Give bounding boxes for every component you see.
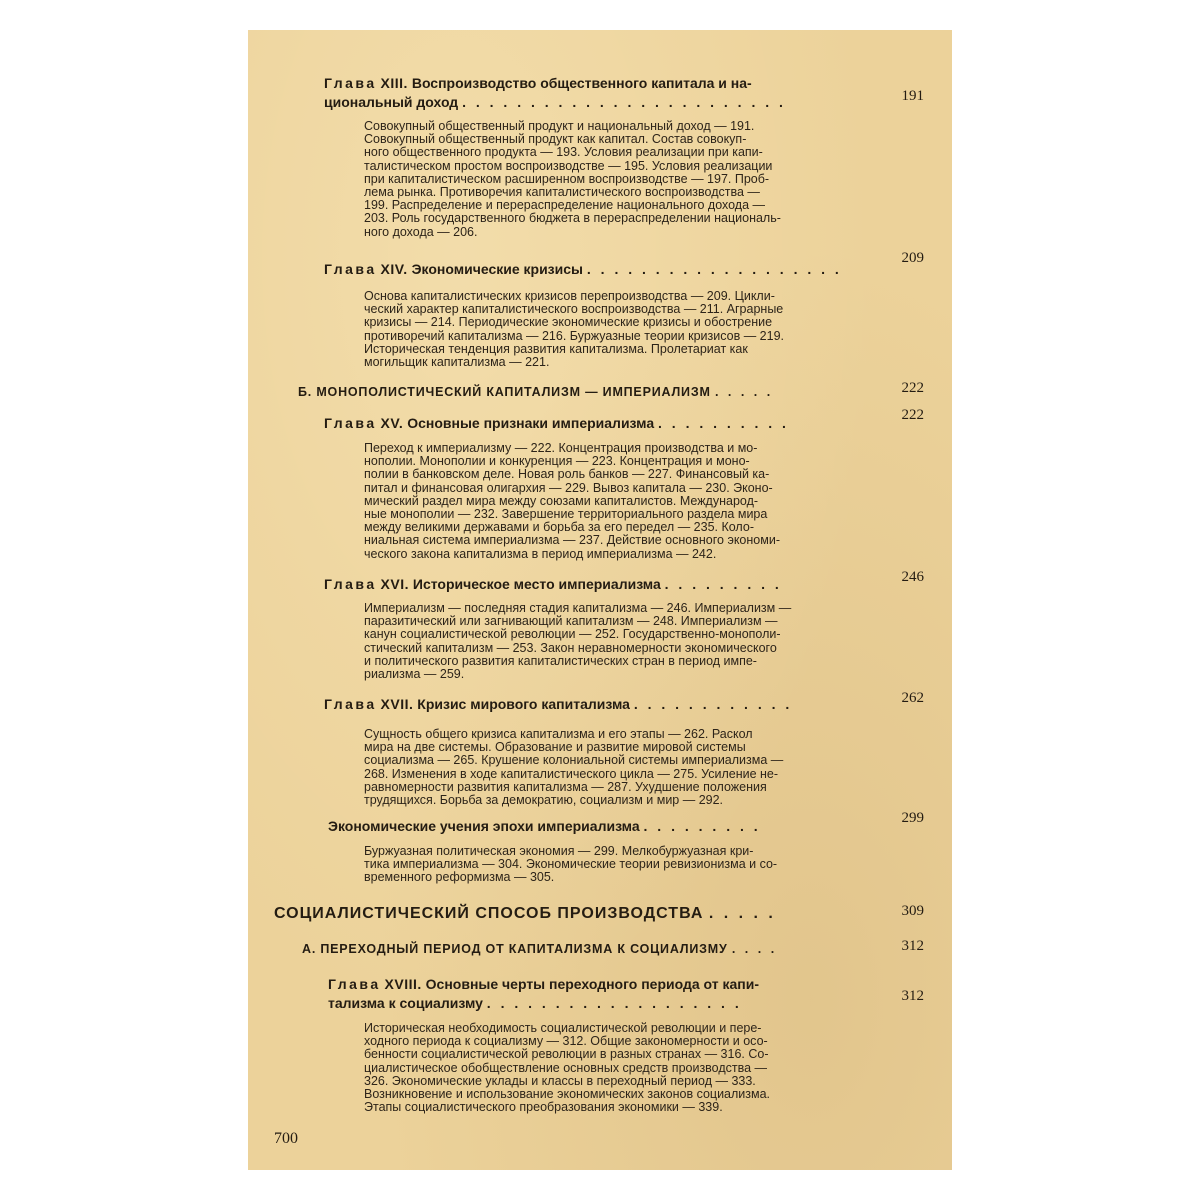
summary-line: Историческая необходимость социалистической революции и пере- <box>364 1021 762 1035</box>
summary-line: ходного периода к социализму — 312. Общие закономерности и осо- <box>364 1034 768 1049</box>
summary-line: социализма — 265. Крушение колониальной системы империализма — <box>364 753 784 768</box>
chapter-title-line-1: Основные черты переходного периода от капи- <box>425 976 759 992</box>
chapter-heading <box>324 575 924 594</box>
page-number: 222 <box>901 407 924 423</box>
chapter-title-line-1: Воспроизводство общественного капитала и на- <box>411 75 752 91</box>
summary-line: лема рынка. Противоречия капиталистического воспроизводства — <box>364 185 760 200</box>
chapter-prefix: Глава <box>328 976 381 992</box>
summary-line: кризисы — 214. Периодические экономические кризисы и обострение <box>364 315 773 330</box>
page-number: 246 <box>901 569 924 585</box>
summary-line: полии в банковском деле. Новая роль банков — 227. Финансовый ка- <box>364 467 770 482</box>
summary-line: стический капитализм — 253. Закон неравномерности экономического <box>364 640 777 655</box>
summary-line: нополии. Монополии и конкуренция — 223. Концентрация и моно- <box>364 454 750 469</box>
chapter-summary <box>364 1022 770 1114</box>
chapter-prefix: Глава <box>324 75 377 91</box>
summary-line: ные монополии — 232. Завершение территориального раздела мира <box>364 507 768 522</box>
chapter-title: Экономические кризисы <box>411 261 583 277</box>
leader-dots: . . . . . . . . . . . . . . . . . . . <box>586 261 842 277</box>
summary-line: противоречий капитализма — 216. Буржуазные теории кризисов — 219. <box>364 328 784 343</box>
summary-line: канун социалистической революции — 252. Государственно-монополи- <box>364 627 781 642</box>
summary-line: и политического развития капиталистических стран в период импе- <box>364 653 757 668</box>
summary-line: циалистическое обобществление основных средств производства — <box>364 1060 768 1075</box>
chapter-title-line-2: циональный доход <box>324 94 459 110</box>
chapter-summary <box>364 845 777 885</box>
summary-line: Сущность общего кризиса капитализма и его этапы — 262. Раскол <box>364 727 753 741</box>
section-title: А. ПЕРЕХОДНЫЙ ПЕРИОД ОТ КАПИТАЛИЗМА К СОЦИАЛИЗМУ <box>302 942 728 956</box>
summary-line: ного общественного продукта — 193. Условия реализации при капи- <box>364 145 763 160</box>
summary-line: между великими державами и борьба за его передел — 235. Коло- <box>364 520 754 535</box>
leader-dots: . . . . . . . . . . . . . . . . . . . <box>486 995 742 1011</box>
summary-line: паразитический или загнивающий капитализм — 248. Империализм — <box>364 614 778 629</box>
chapter-heading <box>328 975 928 994</box>
summary-line: Возникновение и использование экономических законов социализма. <box>364 1087 771 1102</box>
chapter-numeral: XV. <box>380 415 404 431</box>
chapter-summary <box>364 442 780 561</box>
page-number: 191 <box>901 88 924 104</box>
chapter-prefix: Глава <box>324 576 377 592</box>
summary-line: тика империализма — 304. Экономические теории ревизионизма и со- <box>364 857 778 872</box>
page-number: 209 <box>901 250 924 266</box>
chapter-prefix: Глава <box>324 415 377 431</box>
toc-section-a <box>302 942 777 956</box>
toc-entry-chapter-17 <box>324 695 924 714</box>
folio-page-number: 700 <box>274 1130 298 1147</box>
chapter-title: Основные признаки империализма <box>407 415 655 431</box>
summary-line: Переход к империализму — 222. Концентрация производства и мо- <box>364 441 758 455</box>
page-number: 312 <box>901 988 924 1004</box>
chapter-numeral: XVIII. <box>384 976 422 992</box>
summary-line: Буржуазная политическая экономия — 299. Мелкобуржуазная кри- <box>364 844 754 858</box>
toc-entry-chapter-13 <box>324 74 924 112</box>
chapter-numeral: XVI. <box>380 576 409 592</box>
summary-line: ниальная система империализма — 237. Действие основного экономи- <box>364 533 780 548</box>
leader-dots: . . . . . . . . . <box>643 818 761 834</box>
chapter-heading <box>324 74 924 93</box>
part-title: СОЦИАЛИСТИЧЕСКИЙ СПОСОБ ПРОИЗВОДСТВА <box>274 905 704 922</box>
summary-line: равномерности развития капитализма — 287. Ухудшение положения <box>364 779 767 794</box>
toc-entry-chapter-18 <box>328 975 928 1013</box>
leader-dots: . . . . . <box>714 385 774 399</box>
leader-dots: . . . . <box>731 942 778 956</box>
summary-line: ческий характер капиталистического воспроизводства — 211. Аграрные <box>364 302 784 317</box>
toc-entry-chapter-14 <box>324 260 924 279</box>
summary-line: мический раздел мира между союзами капиталистов. Международ- <box>364 493 759 508</box>
leader-dots: . . . . . . . . . <box>664 576 782 592</box>
summary-line: ческого закона капитализма в период империализма — 242. <box>364 546 717 561</box>
chapter-summary <box>364 290 784 369</box>
summary-line: при капиталистическом расширенном воспроизводстве — 197. Проб- <box>364 171 770 186</box>
summary-line: 268. Изменения в ходе капиталистического цикла — 275. Усиление не- <box>364 766 779 781</box>
summary-line: ного дохода — 206. <box>364 224 478 239</box>
page-number: 309 <box>901 903 924 919</box>
summary-line: талистическом простом воспроизводстве — 195. Условия реализации <box>364 158 773 173</box>
summary-line: 199. Распределение и перераспределение национального дохода — <box>364 198 766 213</box>
chapter-summary <box>364 120 781 239</box>
leader-dots: . . . . . <box>708 905 776 922</box>
chapter-title: Экономические учения эпохи империализма <box>328 818 640 834</box>
chapter-prefix: Глава <box>324 261 377 277</box>
summary-line: 326. Экономические уклады и классы в переходный период — 333. <box>364 1073 756 1088</box>
chapter-heading <box>324 260 924 279</box>
chapter-numeral: XVII. <box>380 696 414 712</box>
chapter-heading-continued <box>324 93 924 112</box>
summary-line: риализма — 259. <box>364 667 465 682</box>
chapter-heading <box>328 817 928 836</box>
toc-entry-chapter-15 <box>324 414 924 433</box>
chapter-summary <box>364 602 791 681</box>
summary-line: питал и финансовая олигархия — 229. Вывоз капитала — 230. Эконо- <box>364 480 773 495</box>
summary-line: Этапы социалистического преобразования экономики — 339. <box>364 1100 723 1115</box>
summary-line: мира на две системы. Образование и развитие мировой системы <box>364 740 746 755</box>
chapter-heading-continued <box>328 994 928 1013</box>
toc-entry-chapter-16 <box>324 575 924 594</box>
summary-line: Совокупный общественный продукт как капитал. Состав совокуп- <box>364 132 747 147</box>
summary-line: временного реформизма — 305. <box>364 870 555 885</box>
chapter-prefix: Глава <box>324 696 377 712</box>
chapter-heading <box>324 695 924 714</box>
chapter-title: Историческое место империализма <box>412 576 661 592</box>
leader-dots: . . . . . . . . . . <box>658 415 789 431</box>
toc-section-b <box>298 385 773 399</box>
summary-line: Историческая тенденция развития капитализма. Пролетариат как <box>364 341 748 356</box>
page-number: 312 <box>901 938 924 954</box>
chapter-numeral: XIII. <box>380 75 408 91</box>
leader-dots: . . . . . . . . . . . . . . . . . . . . . . . . <box>462 94 786 110</box>
chapter-summary <box>364 728 783 807</box>
summary-line: могильщик капитализма — 221. <box>364 355 550 370</box>
book-page <box>248 30 952 1170</box>
chapter-heading <box>324 414 924 433</box>
summary-line: бенности социалистической революции в разных странах — 316. Со- <box>364 1047 769 1062</box>
leader-dots: . . . . . . . . . . . . <box>633 696 793 712</box>
chapter-numeral: XIV. <box>380 261 408 277</box>
summary-line: 203. Роль государственного бюджета в перераспределении националь- <box>364 211 781 226</box>
summary-line: Империализм — последняя стадия капитализма — 246. Империализм — <box>364 601 792 615</box>
summary-line: Основа капиталистических кризисов перепроизводства — 209. Цикли- <box>364 289 775 303</box>
page-number: 299 <box>901 810 924 826</box>
chapter-title-line-2: тализма к социализму <box>328 995 483 1011</box>
page-number: 262 <box>901 690 924 706</box>
chapter-title: Кризис мирового капитализма <box>417 696 630 712</box>
summary-line: Совокупный общественный продукт и национальный доход — 191. <box>364 119 755 133</box>
section-title: Б. МОНОПОЛИСТИЧЕСКИЙ КАПИТАЛИЗМ — ИМПЕРИАЛИЗМ <box>298 385 711 399</box>
page-number: 222 <box>901 380 924 396</box>
summary-line: трудящихся. Борьба за демократию, социализм и мир — 292. <box>364 793 724 808</box>
toc-part-socialist-mode <box>274 905 776 923</box>
toc-entry-economic-teachings <box>328 817 928 836</box>
